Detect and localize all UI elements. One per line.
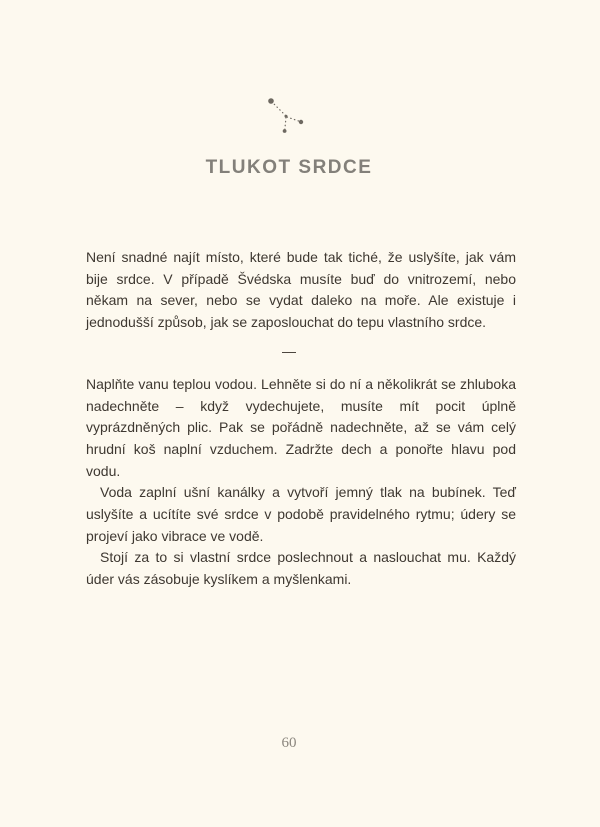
section-separator-dash: — — [282, 342, 296, 359]
chapter-title: TLUKOT SRDCE — [205, 157, 373, 178]
body-text — [86, 247, 516, 591]
constellation-icon — [258, 88, 310, 140]
paragraph-3: Voda zaplní ušní kanálky a vytvoří jemný tlak na bubínek. Teď uslyšíte a ucítíte své srdce v podobě pravidelného rytmu; údery se projeví jako vibrace ve vodě. — [86, 484, 516, 544]
paragraph-1: Není snadné najít místo, které bude tak tiché, že uslyšíte, jak vám bije srdce. V případě Švédska musíte buď do vnitrozemí, nebo někam na sever, nebo se vydat daleko na moře. Ale existuje i jednodušší způsob, jak se zaposlouchat do tepu vlastního srdce. — [86, 249, 516, 331]
paragraph-2: Naplňte vanu teplou vodou. Lehněte si do ní a několikrát se zhluboka nadechněte – když vydechujete, musíte mít pocit úplně vyprázdněných plic. Pak se pořádně nadechněte, až se vám celý hrudní koš naplní vzduchem. Zadržte dech a ponořte hlavu pod vodu. — [86, 375, 516, 479]
paragraph-4: Stojí za to si vlastní srdce poslechnout a naslouchat mu. Každý úder vás zásobuje kyslíkem a myšlenkami. — [86, 549, 516, 588]
page-number: 60 — [281, 735, 297, 751]
